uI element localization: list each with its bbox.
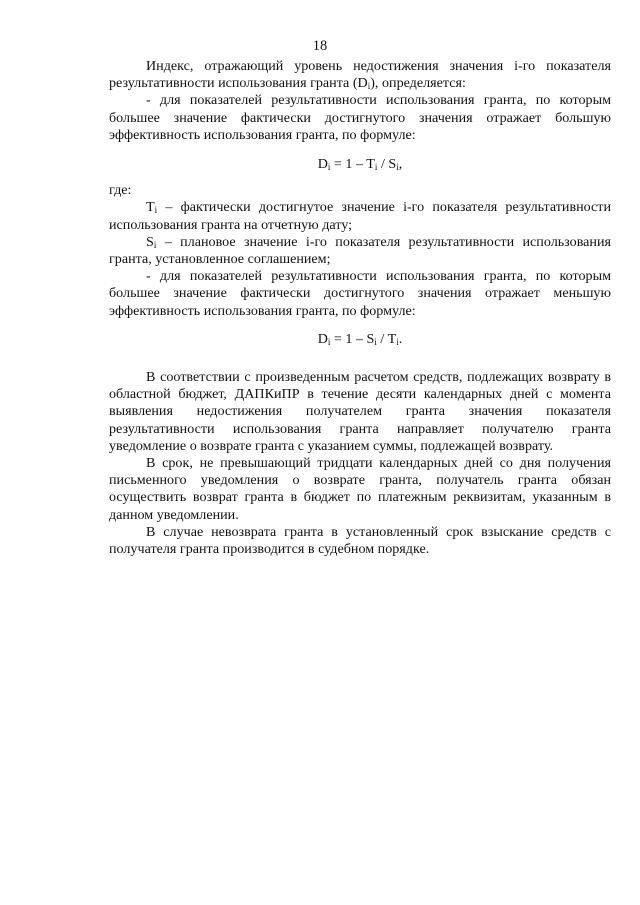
definition-text: – плановое значение i-го показателя результативности использования гранта, установленное соглашением; xyxy=(109,233,611,268)
subscript: i xyxy=(374,336,377,347)
formula-2 xyxy=(109,331,611,348)
document-body xyxy=(109,58,611,558)
definition-text: – фактически достигнутое значение i-го показателя результативности использования гранта на отчетную дату; xyxy=(109,199,611,233)
paragraph-index-definition xyxy=(109,58,611,92)
formula-symbol: S xyxy=(146,233,154,250)
subscript: i xyxy=(153,239,157,250)
definition-ti xyxy=(109,199,611,233)
paragraph-refund-deadline: В срок, не превышающий тридцати календарных дней со дня получения письменного уведомления о возврате гранта, получатель гранта обязан осуществить возврат гранта в бюджет по платежным реквизитам, указанным в данном уведомлении. xyxy=(109,455,611,523)
formula-part: / T xyxy=(376,330,397,347)
paragraph-text-tail: ), определяется: xyxy=(370,75,466,92)
paragraph-court-recovery: В случае невозврата гранта в установленный срок взыскание средств с получателя гранта производится в судебном порядке. xyxy=(109,523,611,558)
subscript: i xyxy=(154,205,158,216)
subscript: i xyxy=(396,336,399,347)
formula-symbol: D xyxy=(317,330,328,347)
formula-part: = 1 – T xyxy=(330,156,375,173)
formula-part: / S xyxy=(377,156,397,173)
formula-part: = 1 – S xyxy=(330,330,375,347)
where-label: где: xyxy=(109,182,132,199)
paragraph-text: Индекс, отражающий уровень недостижения значения i-го показателя результативности использования гранта (D xyxy=(109,58,611,92)
subscript: i xyxy=(374,162,378,173)
subscript: i xyxy=(327,162,331,173)
page-number: 18 xyxy=(312,38,328,54)
definition-si xyxy=(109,234,611,268)
paragraph-larger-better: - для показателей результативности использования гранта, по которым большее значение фактически достигнутого значения отражает большую эффективность использования гранта, по формуле: xyxy=(109,92,611,143)
formula-symbol: T xyxy=(146,199,155,216)
paragraph-larger-worse: - для показателей результативности использования гранта, по которым большее значение фактически достигнутого значения отражает меньшую эффективность использования гранта, по формуле: xyxy=(109,268,611,319)
formula-1 xyxy=(109,156,611,173)
subscript: i xyxy=(327,336,331,347)
paragraph-refund-notice: В соответствии с произведенным расчетом средств, подлежащих возврату в областной бюджет, ДАПКиПР в течение десяти календарных дней с момента выявления недостижения получателем гранта значения показателя результативности использования гранта направляет получателю гранта уведомление о возврате гранта с указанием суммы, подлежащей возврату. xyxy=(109,369,611,454)
subscript: i xyxy=(367,81,371,92)
formula-symbol: D xyxy=(317,156,328,173)
formula-end: , xyxy=(398,156,403,173)
formula-end: . xyxy=(398,330,403,347)
subscript: i xyxy=(396,162,399,173)
